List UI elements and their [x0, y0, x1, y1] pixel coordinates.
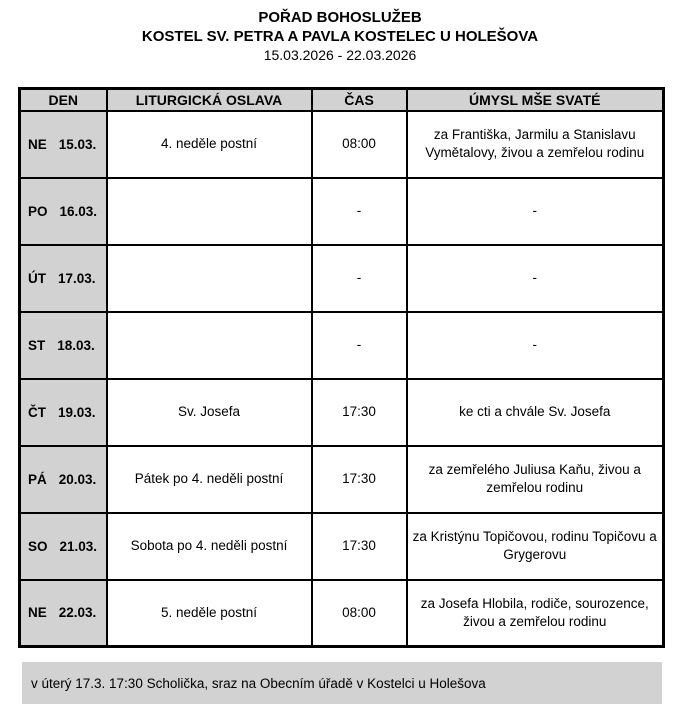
day-abbr: PÁ: [28, 471, 47, 487]
intention-cell: ke cti a chvále Sv. Josefa: [407, 379, 664, 446]
column-header-den: DEN: [20, 89, 107, 111]
table-row: [20, 513, 664, 580]
table-row: [20, 178, 664, 245]
column-header-cas: ČAS: [312, 89, 407, 111]
time-cell: -: [312, 245, 407, 312]
celebration-cell: Pátek po 4. neděli postní: [107, 446, 312, 513]
table-row: [20, 111, 664, 178]
header-row: [20, 89, 664, 111]
footer-note-text: v úterý 17.3. 17:30 Scholička, sraz na Obecním úřadě v Kostelci u Holešova: [31, 675, 486, 691]
footer-note: [22, 662, 662, 704]
table-row: [20, 379, 664, 446]
day-cell: [20, 379, 107, 446]
time-cell: -: [312, 178, 407, 245]
time-cell: 17:30: [312, 446, 407, 513]
day-date: 16.03.: [59, 203, 98, 219]
time-cell: 17:30: [312, 379, 407, 446]
day-cell: [20, 446, 107, 513]
day-date: 20.03.: [58, 471, 97, 487]
day-date: 15.03.: [58, 136, 97, 152]
celebration-cell: 5. neděle postní: [107, 580, 312, 647]
time-cell: 17:30: [312, 513, 407, 580]
day-cell: [20, 513, 107, 580]
day-abbr: ÚT: [28, 270, 46, 286]
day-date: 19.03.: [58, 404, 96, 420]
day-cell: [20, 178, 107, 245]
day-abbr: NE: [28, 605, 47, 621]
day-date: 21.03.: [59, 538, 98, 554]
document-header: [0, 0, 680, 65]
celebration-cell: [107, 312, 312, 379]
table-row: [20, 446, 664, 513]
day-date: 17.03.: [58, 270, 96, 286]
celebration-cell: [107, 245, 312, 312]
intention-cell: -: [407, 245, 664, 312]
intention-cell: za Kristýnu Topičovou, rodinu Topičovu a Grygerovu: [407, 513, 664, 580]
day-cell: [20, 245, 107, 312]
intention-cell: -: [407, 312, 664, 379]
day-cell: [20, 312, 107, 379]
celebration-cell: [107, 178, 312, 245]
intention-cell: za Josefa Hlobila, rodiče, sourozence, živou a zemřelou rodinu: [407, 580, 664, 647]
day-date: 18.03.: [57, 337, 95, 353]
page-title: POŘAD BOHOSLUŽEB: [258, 9, 422, 26]
time-cell: 08:00: [312, 111, 407, 178]
schedule-table: [18, 87, 665, 648]
celebration-cell: Sobota po 4. neděli postní: [107, 513, 312, 580]
column-header-liturgicka-oslava: LITURGICKÁ OSLAVA: [107, 89, 312, 111]
table-row: [20, 245, 664, 312]
day-cell: [20, 111, 107, 178]
celebration-cell: 4. neděle postní: [107, 111, 312, 178]
table-row: [20, 580, 664, 647]
column-header-umysl-mse-svate: ÚMYSL MŠE SVATÉ: [407, 89, 664, 111]
table-row: [20, 312, 664, 379]
day-date: 22.03.: [58, 605, 97, 621]
intention-cell: -: [407, 178, 664, 245]
time-cell: -: [312, 312, 407, 379]
day-abbr: ČT: [28, 404, 46, 420]
day-abbr: NE: [28, 136, 47, 152]
day-abbr: PO: [28, 203, 48, 219]
date-range: 15.03.2026 - 22.03.2026: [263, 47, 417, 63]
day-abbr: ST: [28, 337, 46, 353]
intention-cell: za Františka, Jarmilu a Stanislavu Vymětalovy, živou a zemřelou rodinu: [407, 111, 664, 178]
celebration-cell: Sv. Josefa: [107, 379, 312, 446]
church-name: KOSTEL SV. PETRA A PAVLA KOSTELEC U HOLEŠOVA: [141, 28, 539, 45]
day-abbr: SO: [28, 538, 48, 554]
time-cell: 08:00: [312, 580, 407, 647]
day-cell: [20, 580, 107, 647]
intention-cell: za zemřelého Juliusa Kaňu, živou a zemřelou rodinu: [407, 446, 664, 513]
